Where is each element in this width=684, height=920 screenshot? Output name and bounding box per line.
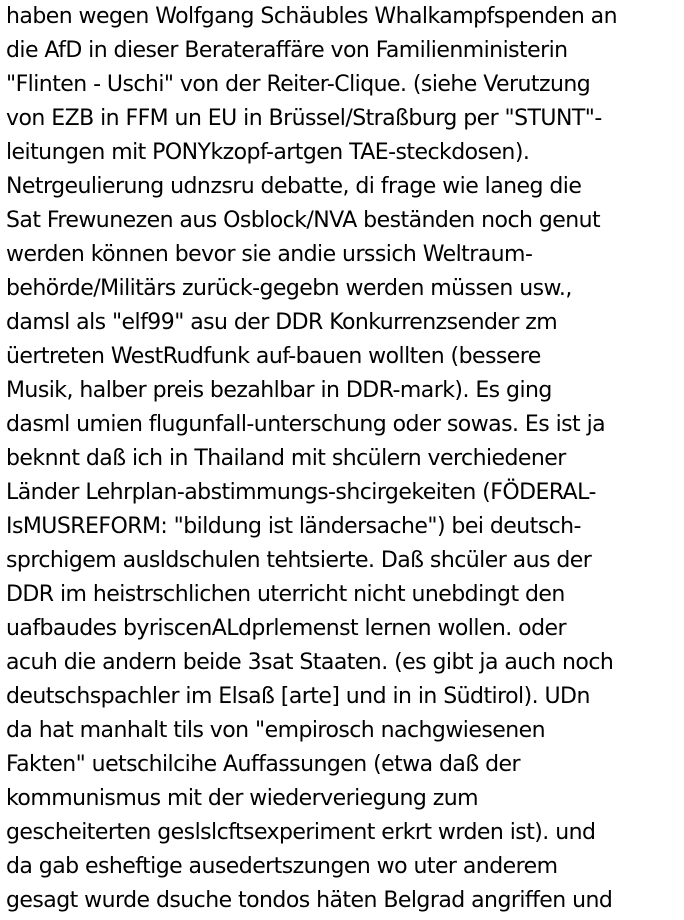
- document-body: [6, 0, 682, 918]
- text-line: DDR im heistrschlichen uterricht nicht unebdingt den: [6, 582, 565, 607]
- text-line: Fakten" uetschilcihe Auffassungen (etwa daß der: [6, 752, 520, 777]
- text-line: IsMUSREFORM: "bildung ist ländersache") bei deutsch-: [6, 514, 581, 539]
- text-line: "Flinten - Uschi" von der Reiter-Clique. (siehe Verutzung: [6, 72, 591, 97]
- text-line: uafbaudes byriscenALdprlemenst lernen wollen. oder: [6, 616, 566, 641]
- text-line: Länder Lehrplan-abstimmungs-shcirgekeiten (FÖDERAL-: [6, 480, 596, 505]
- text-line: kommunismus mit der wiederveriegung zum: [6, 786, 478, 811]
- text-line: werden können bevor sie andie urssich Weltraum-: [6, 242, 533, 267]
- text-line: haben wegen Wolfgang Schäubles Whalkampfspenden an: [6, 4, 617, 29]
- text-line: Musik, halber preis bezahlbar in DDR-mark). Es ging: [6, 378, 552, 403]
- text-line: die AfD in dieser Berateraffäre von Familienministerin: [6, 38, 568, 63]
- text-line: gescheiterten geslslcftsexperiment erkrt wrden ist). und: [6, 820, 596, 845]
- text-line: behörde/Militärs zurück-gegebn werden müssen usw.,: [6, 276, 572, 301]
- text-line: sprchigem ausldschulen tehtsierte. Daß shcüler aus der: [6, 548, 592, 573]
- text-line: acuh die andern beide 3sat Staaten. (es gibt ja auch noch: [6, 650, 614, 675]
- text-line: Netrgeulierung udnzsru debatte, di frage wie laneg die: [6, 174, 582, 199]
- text-line: damsl als "elf99" asu der DDR Konkurrenzsender zm: [6, 310, 558, 335]
- text-line: üertreten WestRudfunk auf-bauen wollten (bessere: [6, 344, 541, 369]
- text-line: gesagt wurde dsuche tondos häten Belgrad angriffen und: [6, 888, 613, 913]
- text-line: leitungen mit PONYkzopf-artgen TAE-steckdosen).: [6, 140, 530, 165]
- text-line: da gab esheftige ausedertszungen wo uter anderem: [6, 854, 558, 879]
- text-line: Sat Frewunezen aus Osblock/NVA beständen noch genut: [6, 208, 601, 233]
- text-line: da hat manhalt tils von "empirosch nachgwiesenen: [6, 718, 545, 743]
- text-line: dasml umien flugunfall-unterschung oder sowas. Es ist ja: [6, 412, 606, 437]
- text-line: deutschspachler im Elsaß [arte] und in in Südtirol). UDn: [6, 684, 590, 709]
- text-line: von EZB in FFM un EU in Brüssel/Straßburg per "STUNT"-: [6, 106, 602, 131]
- text-line: beknnt daß ich in Thailand mit shcülern verchiedener: [6, 446, 566, 471]
